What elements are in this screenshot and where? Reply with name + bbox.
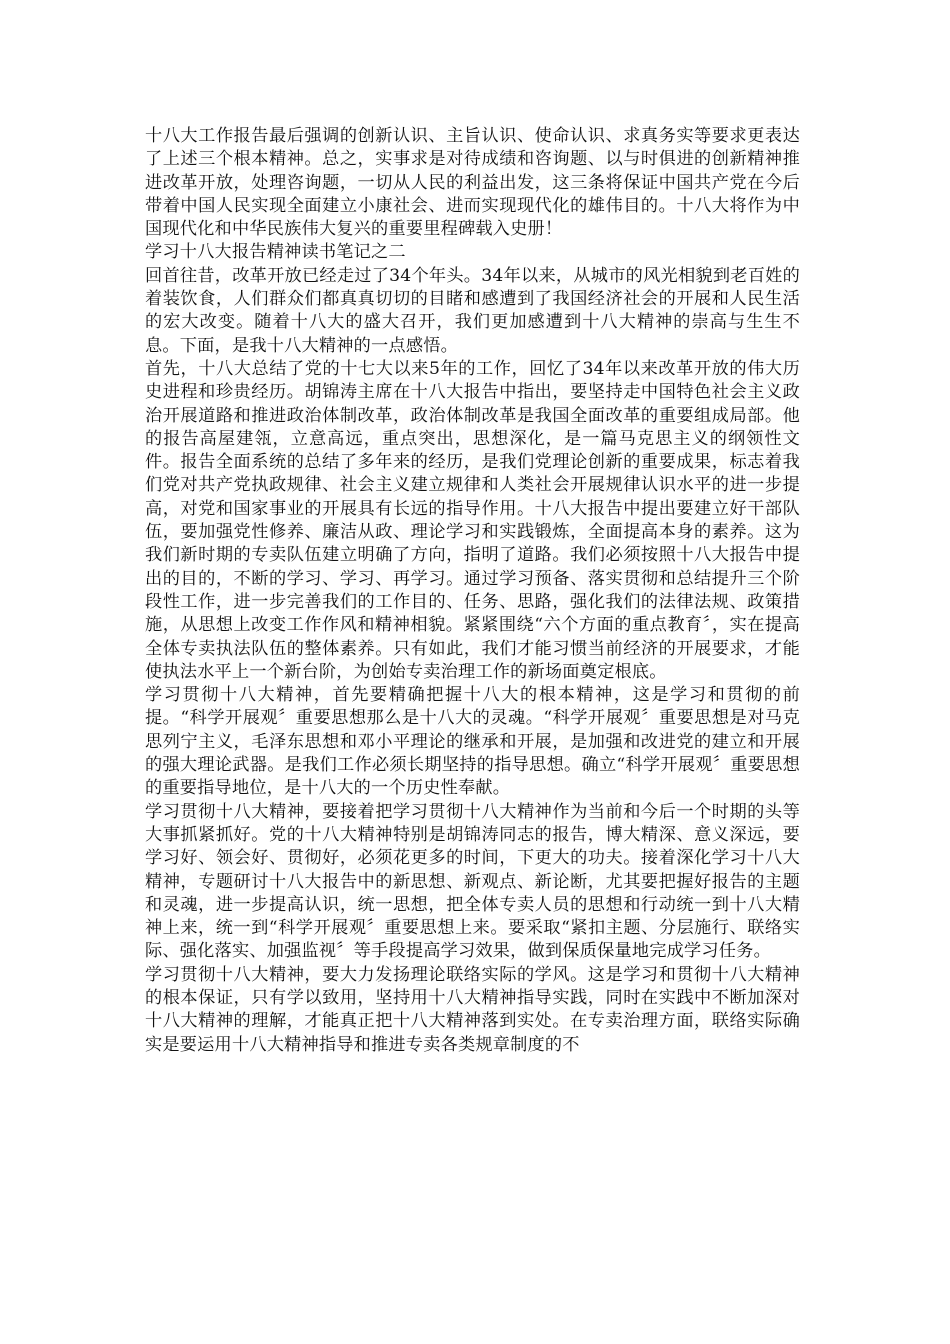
paragraph-practice: 学习贯彻十八大精神，要大力发扬理论联络实际的学风。这是学习和贯彻十八大精神的根本保证，只有学以致用，坚持用十八大精神指导实践，同时在实践中不断加深对十八大精神的理解，才能真正把十八大精神落到实处。在专卖治理方面，联络实际确实是要运用十八大精神指导和推进专卖各类规章制度的不 xyxy=(145,964,800,1055)
paragraph-conclusion: 十八大工作报告最后强调的创新认识、主旨认识、使命认识、求真务实等要求更表达了上述三个根本精神。总之，实事求是对待成绩和咨询题、以与时俱进的创新精神推进改革开放，处理咨询题，一切从人民的利益出发，这三条将保证中国共产党在今后带着中国人民实现全面建立小康社会、进而实现现代化的雄伟目的。十八大将作为中国现代化和中华民族伟大复兴的重要里程碑载入史册！ xyxy=(145,126,800,240)
paragraph-intro: 回首往昔，改革开放已经走过了34个年头。34年以来，从城市的风光相貌到老百姓的着装饮食，人们群众们都真真切切的目睹和感遭到了我国经济社会的开展和人民生活的宏大改变。随着十八大的盛大召开，我们更加感遭到十八大精神的崇高与生生不息。下面，是我十八大精神的一点感悟。 xyxy=(145,265,800,356)
section-heading: 学习十八大报告精神读书笔记之二 xyxy=(145,242,406,263)
paragraph-study: 学习贯彻十八大精神，要接着把学习贯彻十八大精神作为当前和今后一个时期的头等大事抓紧抓好。党的十八大精神特别是胡锦涛同志的报告，博大精深、意义深远，要学习好、领会好、贯彻好，必须花更多的时间，下更大的功夫。接着深化学习十八大精神，专题研讨十八大报告中的新思想、新观点、新论断，尤其要把握好报告的主题和灵魂，进一步提高认识，统一思想，把全体专卖人员的思想和行动统一到十八大精神上来，统一到“科学开展观〞重要思想上来。要采取“紧扣主题、分层施行、联络实际、强化落实、加强监视〞等手段提高学习效果，做到保质保量地完成学习任务。 xyxy=(145,801,800,962)
document-body xyxy=(145,125,800,1057)
paragraph-spirit: 学习贯彻十八大精神，首先要精确把握十八大的根本精神，这是学习和贯彻的前提。“科学开展观〞重要思想那么是十八大的灵魂。“科学开展观〞重要思想是对马克思列宁主义，毛泽东思想和邓小平理论的继承和开展，是加强和改进党的建立和开展的强大理论武器。是我们工作必须长期坚持的指导思想。确立“科学开展观〞重要思想的重要指导地位，是十八大的一个历史性奉献。 xyxy=(145,685,800,799)
paragraph-first: 首先，十八大总结了党的十七大以来5年的工作，回忆了34年以来改革开放的伟大历史进程和珍贵经历。胡锦涛主席在十八大报告中指出，要坚持走中国特色社会主义政治开展道路和推进政治体制改革，政治体制改革是我国全面改革的重要组成局部。他的报告高屋建瓴，立意高远，重点突出，思想深化，是一篇马克思主义的纲领性文件。报告全面系统的总结了多年来的经历，是我们党理论创新的重要成果，标志着我们党对共产党执政规律、社会主义建立规律和人类社会开展规律认识水平的进一步提高，对党和国家事业的开展具有长远的指导作用。十八大报告中提出要建立好干部队伍，要加强党性修养、廉洁从政、理论学习和实践锻炼，全面提高本身的素养。这为我们新时期的专卖队伍建立明确了方向，指明了道路。我们必须按照十八大报告中提出的目的，不断的学习、学习、再学习。通过学习预备、落实贯彻和总结提升三个阶段性工作，进一步完善我们的工作目的、任务、思路，强化我们的法律法规、政策措施，从思想上改变工作作风和精神相貌。紧紧围绕“六个方面的重点教育〞，实在提高全体专卖执法队伍的整体素养。只有如此，我们才能习惯当前经济的开展要求，才能使执法水平上一个新台阶，为创始专卖治理工作的新场面奠定根底。 xyxy=(145,358,800,682)
